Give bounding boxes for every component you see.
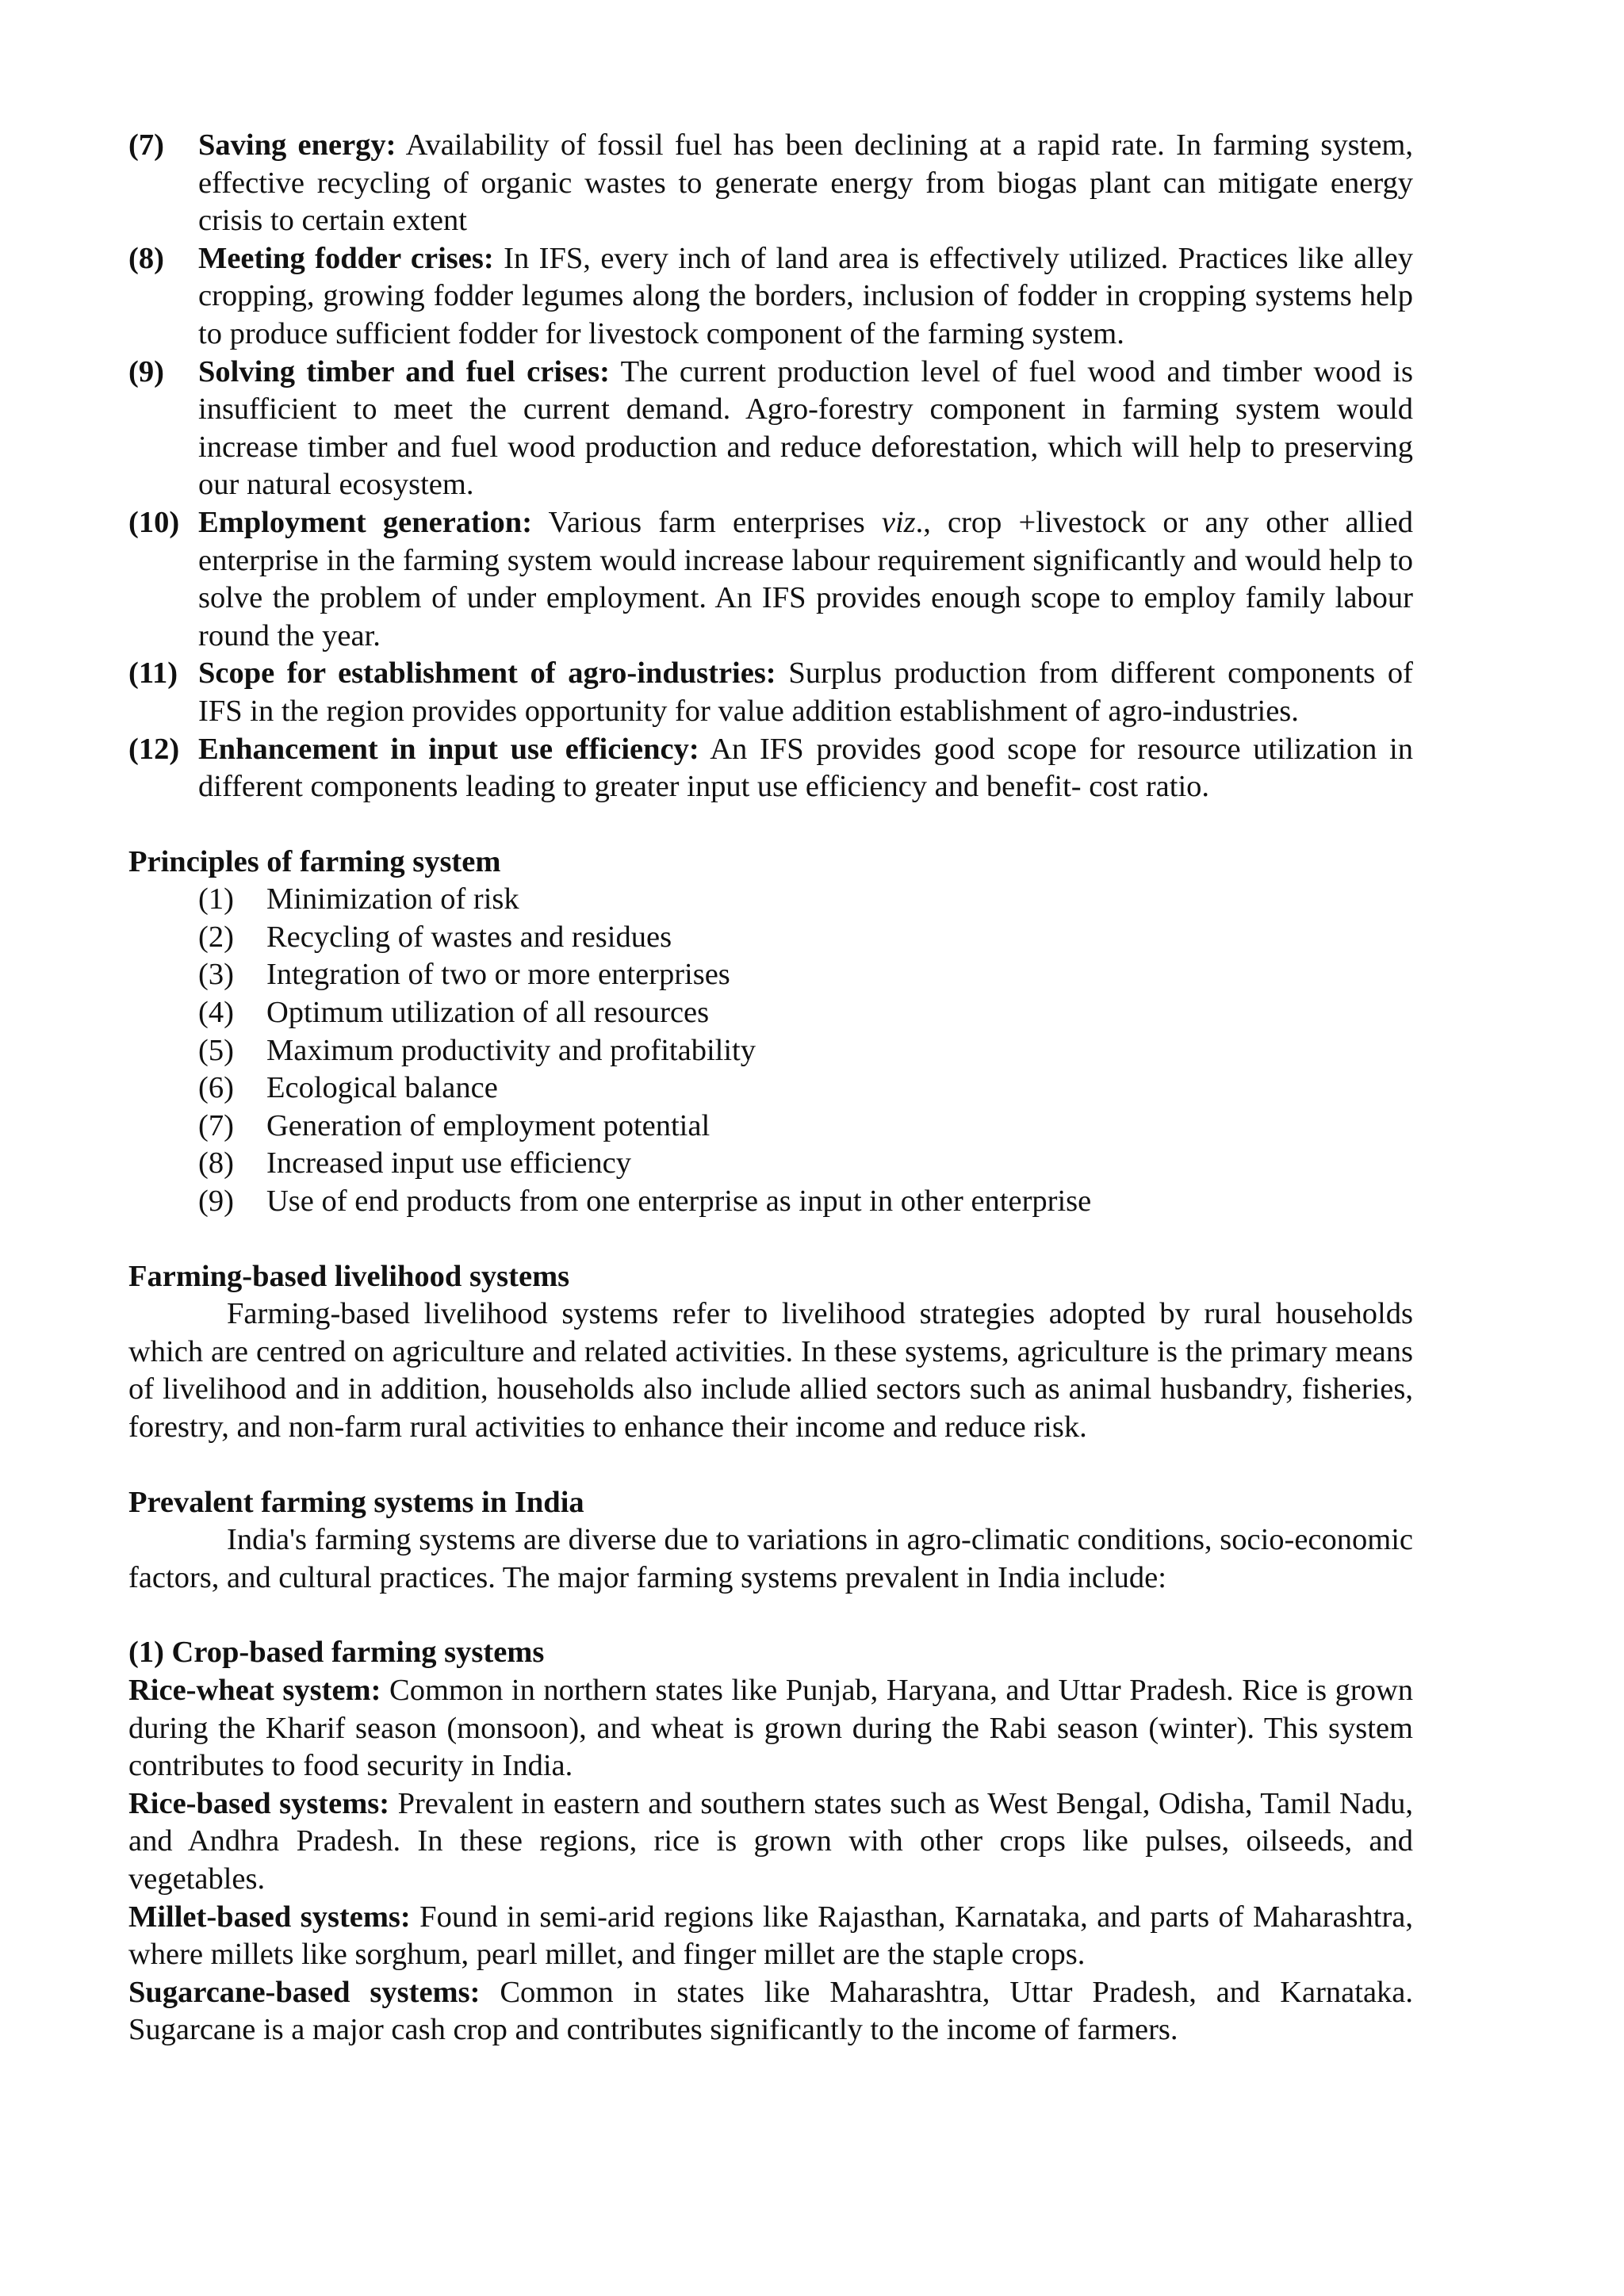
crop-system-title: Sugarcane-based systems:: [128, 1975, 481, 2009]
list-item: (6) Ecological balance: [198, 1071, 498, 1105]
section-heading-principles: Principles of farming system: [128, 844, 501, 878]
list-item: (4) Optimum utilization of all resources: [198, 996, 710, 1030]
list-item: [128, 731, 1413, 806]
list-item: [128, 354, 1413, 504]
list-item: (2) Recycling of wastes and residues: [198, 920, 672, 954]
item-number: (7): [128, 128, 164, 162]
list-item: (9) Use of end products from one enterprise as input in other enterprise: [198, 1184, 1092, 1219]
crop-system-paragraph: [128, 1974, 1413, 2049]
item-title: Meeting fodder crises:: [198, 241, 494, 275]
item-text: Surplus production from different components of IFS in the region provides opportunity for value addition establishment of agro-industries.: [198, 656, 1413, 728]
list-item: [128, 504, 1413, 655]
item-text: An IFS provides good scope for resource utilization in different components leading to greater input use efficiency and benefit- cost ratio.: [198, 732, 1413, 804]
item-number: (9): [128, 354, 164, 388]
crop-system-paragraph: [128, 1672, 1413, 1785]
item-title: Employment generation:: [198, 505, 533, 539]
item-text: Availability of fossil fuel has been declining at a rapid rate. In farming system, effective recycling of organic wastes to generate energy from biogas plant can mitigate energy crisis to certain extent: [198, 128, 1413, 238]
item-text-after: ., crop +livestock or any other allied enterprise in the farming system would increase labour requirement significantly and would help to solve the problem of under employment. An IFS provides enough scope to employ family labour round the year.: [198, 505, 1413, 652]
item-title: Scope for establishment of agro-industries:: [198, 656, 776, 691]
crop-system-paragraph: [128, 1899, 1413, 1974]
crop-system-title: Millet-based systems:: [128, 1900, 411, 1934]
prevalent-paragraph: India's farming systems are diverse due to variations in agro-climatic conditions, socio-economic factors, and cultural practices. The major farming systems prevalent in India include:: [128, 1523, 1413, 1594]
item-number: (11): [128, 656, 178, 691]
crop-system-text: Common in northern states like Punjab, Haryana, and Uttar Pradesh. Rice is grown during the Kharif season (monsoon), and wheat is grown during the Rabi season (winter). This system contributes to food security in India.: [128, 1673, 1414, 1783]
list-item: (7) Generation of employment potential: [198, 1108, 710, 1142]
principles-list: [198, 881, 1413, 1220]
crop-system-text: Common in states like Maharashtra, Uttar Pradesh, and Karnataka. Sugarcane is a major cash crop and contributes significantly to the income of farmers.: [128, 1975, 1413, 2047]
crop-system-paragraph: [128, 1785, 1413, 1899]
item-text: In IFS, every inch of land area is effectively utilized. Practices like alley cropping, growing fodder legumes along the borders, inclusion of fodder in cropping systems help to produce sufficient fodder for livestock component of the farming system.: [198, 241, 1414, 350]
list-item: [128, 240, 1413, 354]
crop-system-text: Prevalent in eastern and southern states such as West Bengal, Odisha, Tamil Nadu, and Andhra Pradesh. In these regions, rice is grown with other crops like pulses, oilseeds, and vegetables.: [128, 1786, 1414, 1896]
list-item: [128, 655, 1413, 730]
item-number: (12): [128, 732, 180, 766]
item-number: (10): [128, 505, 180, 539]
list-item: (3) Integration of two or more enterprises: [198, 958, 730, 992]
livelihood-paragraph: Farming-based livelihood systems refer to livelihood strategies adopted by rural households which are centred on agriculture and related activities. In these systems, agriculture is the primary means of livelihood and in addition, households also include allied sectors such as animal husbandry, fisheries, forestry, and non-farm rural activities to enhance their income and reduce risk.: [128, 1297, 1413, 1444]
crop-system-title: Rice-based systems:: [128, 1786, 390, 1820]
item-number: (8): [128, 241, 164, 275]
item-title: Saving energy:: [198, 128, 396, 162]
crop-system-title: Rice-wheat system:: [128, 1673, 381, 1707]
item-title: Enhancement in input use efficiency:: [198, 732, 699, 766]
list-item: (8) Increased input use efficiency: [198, 1146, 632, 1181]
list-item: (5) Maximum productivity and profitability: [198, 1033, 756, 1067]
document-page: [128, 127, 1413, 2049]
item-text-italic: viz: [881, 505, 916, 539]
section-heading-livelihood: Farming-based livelihood systems: [128, 1259, 570, 1293]
section-heading-prevalent: Prevalent farming systems in India: [128, 1485, 584, 1519]
item-text-before: Various farm enterprises: [548, 505, 882, 539]
list-item: [128, 127, 1413, 240]
benefits-list: [128, 127, 1413, 806]
item-title: Solving timber and fuel crises:: [198, 354, 610, 388]
list-item: (1) Minimization of risk: [198, 882, 519, 916]
item-text: The current production level of fuel wood and timber wood is insufficient to meet the current demand. Agro-forestry component in farming system would increase timber and fuel wood production and reduce deforestation, which will help to preserving our natural ecosystem.: [198, 354, 1413, 502]
section-heading-crop-based: (1) Crop-based farming systems: [128, 1636, 545, 1670]
crop-system-text: Found in semi-arid regions like Rajasthan, Karnataka, and parts of Maharashtra, where millets like sorghum, pearl millet, and finger millet are the staple crops.: [128, 1900, 1414, 1972]
